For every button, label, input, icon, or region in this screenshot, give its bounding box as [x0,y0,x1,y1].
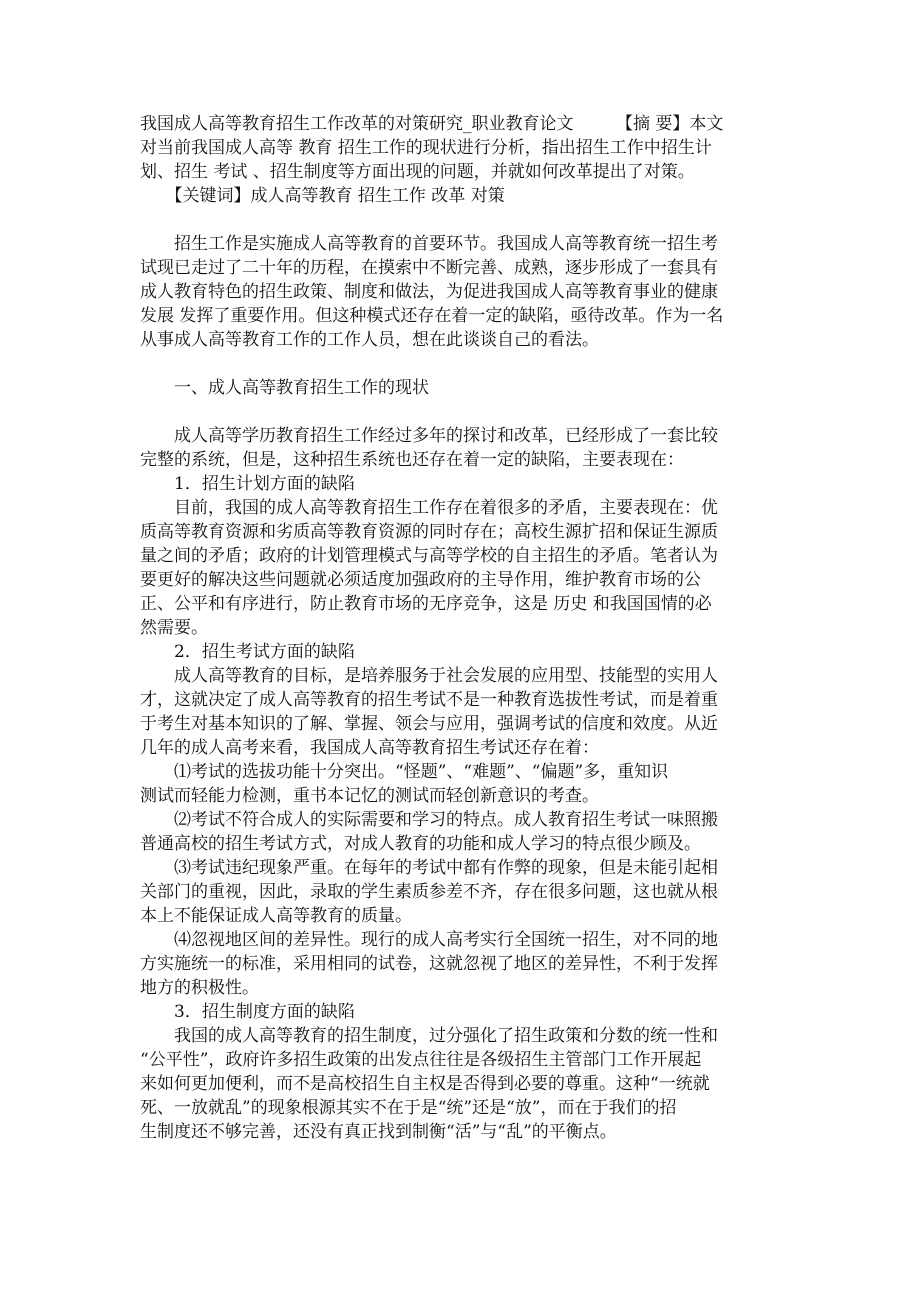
list-item-line: 本上不能保证成人高等教育的质量。 [140,906,412,926]
paragraph-line: 然需要。 [140,618,208,638]
list-item-line: 地方的积极性。 [140,978,259,998]
paragraph-line: 生制度还不够完善，还没有真正找到制衡“活”与“乱”的平衡点。 [140,1122,617,1142]
abstract-line: 划、招生 考试 、招生制度等方面出现的问题，并就如何改革提出了对策。 [140,162,695,182]
list-item-line: 普通高校的招生考试方式，对成人教育的功能和成人学习的特点很少顾及。 [140,834,701,854]
keywords-line: 【关键词】成人高等教育 招生工作 改革 对策 [140,186,505,206]
abstract-line: 对当前我国成人高等 教育 招生工作的现状进行分析，指出招生工作中招生计 [140,138,712,158]
paragraph-line: 死、一放就乱”的现象根源其实不在于是“统”还是“放”，而在于我们的招 [140,1098,677,1118]
paragraph-line: 试现已走过了二十年的历程，在摸索中不断完善、成熟，逐步形成了一套具有 [140,258,718,278]
paragraph-line: 招生工作是实施成人高等教育的首要环节。我国成人高等教育统一招生考 [140,234,718,254]
list-item-line: ⑷忽视地区间的差异性。现行的成人高考实行全国统一招生，对不同的地 [140,930,718,950]
list-item-line: ⑶考试违纪现象严重。在每年的考试中都有作弊的现象，但是未能引起相 [140,858,718,878]
paragraph-line: 于考生对基本知识的了解、掌握、领会与应用，强调考试的信度和效度。从近 [140,714,718,734]
list-item-line: 关部门的重视，因此，录取的学生素质参差不齐，存在很多问题，这也就从根 [140,882,718,902]
paragraph-line: “公平性”，政府许多招生政策的出发点往往是各级招生主管部门工作开展起 [140,1050,702,1070]
subsection-heading: 2．招生考试方面的缺陷 [140,642,355,662]
paragraph-line: 质高等教育资源和劣质高等教育资源的同时存在；高校生源扩招和保证生源质 [140,522,718,542]
paragraph-line: 从事成人高等教育工作的工作人员，想在此谈谈自己的看法。 [140,330,599,350]
paragraph-line: 完整的系统，但是，这种招生系统也还存在着一定的缺陷，主要表现在： [140,450,684,470]
paragraph-line: 要更好的解决这些问题就必须适度加强政府的主导作用，维护教育市场的公 [140,570,701,590]
paragraph-line: 来如何更加便利，而不是高校招生自主权是否得到必要的尊重。这种“一统就 [140,1074,710,1094]
paragraph-line: 我国的成人高等教育的招生制度，过分强化了招生政策和分数的统一性和 [140,1026,718,1046]
subsection-heading: 3．招生制度方面的缺陷 [140,1002,355,1022]
paragraph-line: 几年的成人高考来看，我国成人高等教育招生考试还存在着： [140,738,599,758]
subsection-heading: 1．招生计划方面的缺陷 [140,474,355,494]
paragraph-line: 成人高等学历教育招生工作经过多年的探讨和改革，已经形成了一套比较 [140,426,718,446]
paragraph-line: 量之间的矛盾；政府的计划管理模式与高等学校的自主招生的矛盾。笔者认为 [140,546,718,566]
paragraph-line: 发展 发挥了重要作用。但这种模式还存在着一定的缺陷，亟待改革。作为一名 [140,306,724,326]
list-item-line: ⑴考试的选拔功能十分突出。“怪题”、“难题”、“偏题”多，重知识 [140,762,669,782]
paragraph-line: 才，这就决定了成人高等教育的招生考试不是一种教育选拔性考试，而是着重 [140,690,718,710]
paragraph-line: 正、公平和有序进行，防止教育市场的无序竞争，这是 历史 和我国国情的必 [140,594,712,614]
paragraph-line: 目前，我国的成人高等教育招生工作存在着很多的矛盾，主要表现在：优 [140,498,718,518]
list-item-line: 测试而轻能力检测，重书本记忆的测试而轻创新意识的考查。 [140,786,599,806]
paragraph-line: 成人高等教育的目标，是培养服务于社会发展的应用型、技能型的实用人 [140,666,718,686]
paragraph-line: 成人教育特色的招生政策、制度和做法，为促进我国成人高等教育事业的健康 [140,282,718,302]
title-abstract-line: 我国成人高等教育招生工作改革的对策研究_职业教育论文 【摘 要】本文 [140,114,724,134]
list-item-line: ⑵考试不符合成人的实际需要和学习的特点。成人教育招生考试一味照搬 [140,810,718,830]
list-item-line: 方实施统一的标准，采用相同的试卷，这就忽视了地区的差异性，不利于发挥 [140,954,718,974]
section-heading: 一、成人高等教育招生工作的现状 [140,378,429,398]
